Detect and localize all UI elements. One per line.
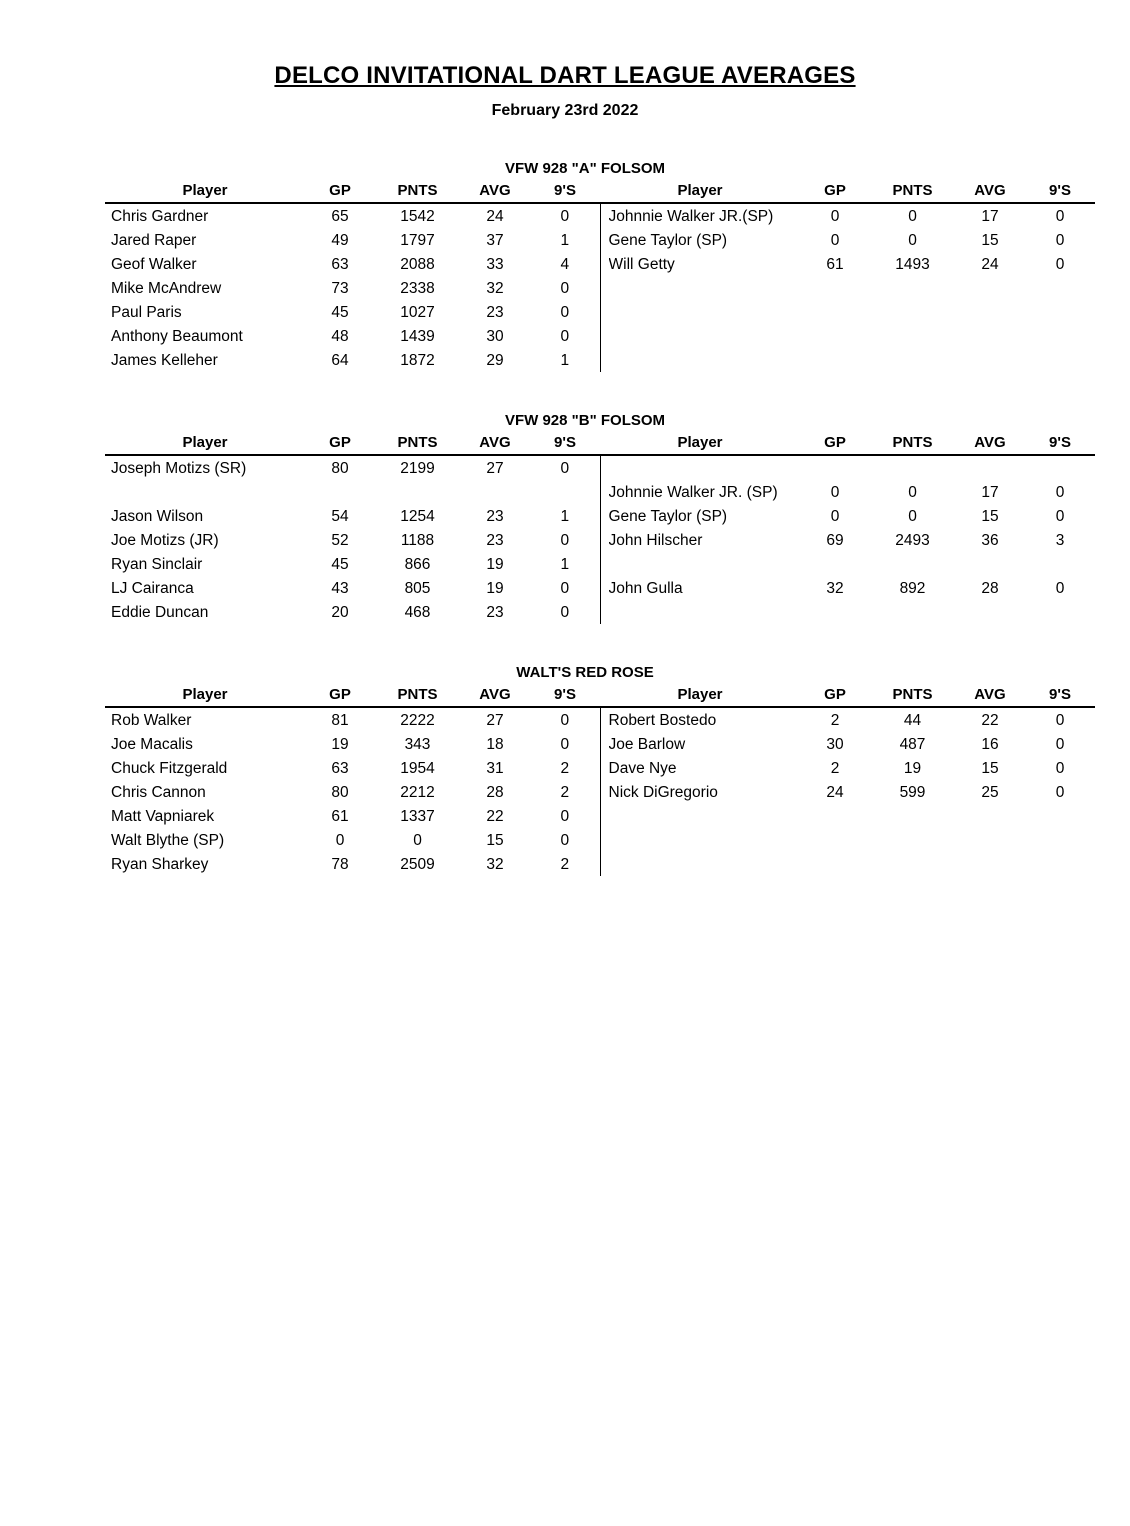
player-pnts: 2088 — [400, 255, 435, 273]
player-nines — [1025, 348, 1095, 372]
player-pnts — [870, 348, 955, 372]
player-pnts: 2212 — [400, 783, 435, 801]
player-nines: 0 — [1055, 579, 1065, 597]
player-nines: 1 — [560, 351, 570, 369]
player-nines: 0 — [560, 531, 570, 549]
player-nines — [1025, 828, 1095, 852]
player-name — [105, 480, 305, 504]
table-row — [105, 228, 1095, 252]
team-section-0 — [0, 160, 1130, 372]
player-gp: 61 — [826, 255, 844, 273]
player-gp: 2 — [830, 711, 840, 729]
col-player-left: Player — [105, 181, 305, 203]
table-row — [105, 300, 1095, 324]
table-row — [105, 504, 1095, 528]
table-row — [105, 455, 1095, 480]
player-name: Rob Walker — [111, 711, 192, 729]
player-nines: 3 — [1055, 531, 1065, 549]
player-name — [600, 852, 800, 876]
page-title: DELCO INVITATIONAL DART LEAGUE AVERAGES — [274, 62, 856, 89]
player-pnts — [870, 300, 955, 324]
player-name: James Kelleher — [111, 351, 218, 369]
player-name — [600, 732, 800, 756]
player-name-text: Will Getty — [608, 255, 675, 273]
player-gp: 81 — [331, 711, 349, 729]
player-name: Matt Vapniarek — [111, 807, 215, 825]
player-nines: 0 — [560, 735, 570, 753]
col-nines-right: 9'S — [1025, 433, 1095, 455]
player-nines: 0 — [560, 279, 570, 297]
player-avg: 24 — [981, 255, 999, 273]
player-gp: 2 — [830, 759, 840, 777]
player-gp: 0 — [830, 507, 840, 525]
player-gp: 49 — [331, 231, 349, 249]
player-gp: 0 — [335, 831, 345, 849]
player-gp — [305, 480, 375, 504]
player-pnts — [870, 852, 955, 876]
player-avg: 23 — [486, 507, 504, 525]
table-row — [105, 756, 1095, 780]
col-pnts-left: PNTS — [375, 181, 460, 203]
player-name-text: Nick DiGregorio — [608, 783, 718, 801]
col-gp-right: GP — [800, 433, 870, 455]
player-pnts: 2493 — [895, 531, 930, 549]
player-nines — [1025, 455, 1095, 480]
col-player-left: Player — [105, 685, 305, 707]
player-name — [600, 552, 800, 576]
player-name: Chuck Fitzgerald — [111, 759, 228, 777]
table-row — [105, 276, 1095, 300]
player-gp: 64 — [331, 351, 349, 369]
table-header-row — [105, 181, 1095, 203]
player-gp: 20 — [331, 603, 349, 621]
player-gp — [800, 804, 870, 828]
player-nines — [1025, 324, 1095, 348]
player-avg: 18 — [486, 735, 504, 753]
player-avg: 27 — [486, 711, 504, 729]
player-gp: 63 — [331, 759, 349, 777]
player-nines: 0 — [560, 831, 570, 849]
player-gp — [800, 300, 870, 324]
col-gp-left: GP — [305, 181, 375, 203]
team-title: WALT'S RED ROSE — [516, 664, 654, 681]
player-avg: 36 — [981, 531, 999, 549]
player-pnts: 1188 — [400, 531, 435, 549]
player-nines: 0 — [1055, 735, 1065, 753]
player-avg — [955, 324, 1025, 348]
player-avg — [955, 600, 1025, 624]
player-gp: 19 — [331, 735, 349, 753]
player-gp: 0 — [830, 207, 840, 225]
player-name-text: John Hilscher — [608, 531, 703, 549]
player-name: Chris Cannon — [111, 783, 206, 801]
player-pnts: 0 — [908, 231, 917, 249]
player-pnts: 0 — [908, 207, 917, 225]
player-name: Geof Walker — [111, 255, 197, 273]
player-gp — [800, 852, 870, 876]
stats-table — [105, 685, 1095, 876]
table-row — [105, 600, 1095, 624]
player-name-text: Gene Taylor (SP) — [608, 507, 728, 525]
player-nines: 0 — [1055, 207, 1065, 225]
player-name: Anthony Beaumont — [111, 327, 243, 345]
player-pnts: 1337 — [400, 807, 435, 825]
table-header-row — [105, 685, 1095, 707]
table-row — [105, 552, 1095, 576]
player-gp: 80 — [331, 783, 349, 801]
player-avg: 32 — [486, 279, 504, 297]
player-pnts: 1542 — [400, 207, 435, 225]
player-nines: 0 — [1055, 255, 1065, 273]
col-avg-right: AVG — [955, 433, 1025, 455]
player-gp: 48 — [331, 327, 349, 345]
table-row — [105, 828, 1095, 852]
player-avg: 33 — [486, 255, 504, 273]
player-name — [600, 756, 800, 780]
col-nines-left: 9'S — [530, 433, 600, 455]
player-gp: 43 — [331, 579, 349, 597]
player-pnts — [870, 276, 955, 300]
player-nines — [530, 480, 600, 504]
table-row — [105, 480, 1095, 504]
player-gp: 63 — [331, 255, 349, 273]
player-avg: 30 — [486, 327, 504, 345]
table-row — [105, 324, 1095, 348]
player-gp: 78 — [331, 855, 349, 873]
player-name — [600, 348, 800, 372]
player-gp: 61 — [331, 807, 349, 825]
player-avg: 16 — [981, 735, 999, 753]
player-avg — [955, 552, 1025, 576]
col-gp-left: GP — [305, 685, 375, 707]
player-avg: 19 — [486, 579, 504, 597]
player-name: Ryan Sharkey — [111, 855, 209, 873]
player-pnts: 2338 — [400, 279, 435, 297]
player-name-text: Gene Taylor (SP) — [608, 231, 728, 249]
player-pnts: 44 — [903, 711, 922, 729]
col-nines-right: 9'S — [1025, 181, 1095, 203]
player-pnts — [870, 455, 955, 480]
player-pnts — [870, 828, 955, 852]
player-name: Walt Blythe (SP) — [111, 831, 225, 849]
col-player-left: Player — [105, 433, 305, 455]
table-row — [105, 528, 1095, 552]
player-avg — [955, 300, 1025, 324]
table-row — [105, 203, 1095, 228]
player-nines: 0 — [1055, 507, 1065, 525]
player-name: Joe Macalis — [111, 735, 193, 753]
player-gp — [800, 828, 870, 852]
player-pnts: 2222 — [400, 711, 435, 729]
player-nines: 0 — [560, 807, 570, 825]
player-gp: 45 — [331, 555, 349, 573]
player-avg — [955, 828, 1025, 852]
player-gp: 0 — [830, 231, 840, 249]
col-gp-right: GP — [800, 685, 870, 707]
player-gp: 30 — [826, 735, 844, 753]
table-row — [105, 804, 1095, 828]
col-player-right: Player — [600, 181, 800, 203]
player-nines: 2 — [560, 759, 570, 777]
player-name — [600, 828, 800, 852]
player-avg: 15 — [981, 759, 999, 777]
player-pnts: 2199 — [400, 459, 435, 477]
player-name — [600, 252, 800, 276]
player-name — [600, 600, 800, 624]
stats-table — [105, 433, 1095, 624]
player-avg: 24 — [486, 207, 504, 225]
player-nines: 1 — [560, 507, 570, 525]
player-nines: 0 — [1055, 711, 1065, 729]
table-row — [105, 732, 1095, 756]
player-avg: 17 — [981, 483, 999, 501]
player-nines — [1025, 852, 1095, 876]
player-name — [600, 780, 800, 804]
player-nines: 0 — [560, 603, 570, 621]
player-gp — [800, 276, 870, 300]
player-nines: 2 — [560, 783, 570, 801]
player-pnts: 1254 — [400, 507, 435, 525]
player-gp — [800, 348, 870, 372]
col-gp-left: GP — [305, 433, 375, 455]
player-nines: 0 — [560, 303, 570, 321]
player-avg — [955, 852, 1025, 876]
player-nines: 0 — [560, 579, 570, 597]
player-nines: 2 — [560, 855, 570, 873]
player-name-text: Dave Nye — [608, 759, 677, 777]
player-name-text: John Gulla — [608, 579, 683, 597]
player-name: Paul Paris — [111, 303, 182, 321]
player-nines: 1 — [560, 231, 570, 249]
table-row — [105, 348, 1095, 372]
player-avg: 23 — [486, 531, 504, 549]
player-avg: 37 — [486, 231, 504, 249]
table-row — [105, 576, 1095, 600]
player-pnts — [375, 480, 460, 504]
table-row — [105, 252, 1095, 276]
player-pnts: 599 — [899, 783, 926, 801]
stats-table — [105, 181, 1095, 372]
table-row — [105, 852, 1095, 876]
player-nines: 0 — [560, 459, 570, 477]
table-header-row — [105, 433, 1095, 455]
player-name-text: Johnnie Walker JR.(SP) — [608, 207, 774, 225]
player-gp: 65 — [331, 207, 349, 225]
player-nines — [1025, 552, 1095, 576]
player-name: Chris Gardner — [111, 207, 209, 225]
col-pnts-right: PNTS — [870, 433, 955, 455]
player-pnts: 805 — [404, 579, 431, 597]
player-nines: 0 — [560, 207, 570, 225]
player-name — [600, 528, 800, 552]
player-avg — [955, 804, 1025, 828]
player-gp: 0 — [830, 483, 840, 501]
player-gp — [800, 455, 870, 480]
player-name-text: Joe Barlow — [608, 735, 686, 753]
player-gp: 73 — [331, 279, 349, 297]
player-pnts — [870, 804, 955, 828]
player-nines — [1025, 276, 1095, 300]
player-name — [600, 504, 800, 528]
player-name: Eddie Duncan — [111, 603, 209, 621]
player-nines: 0 — [1055, 483, 1065, 501]
player-name — [600, 707, 800, 732]
player-avg: 29 — [486, 351, 504, 369]
player-name-text: Johnnie Walker JR. (SP) — [608, 483, 778, 501]
col-avg-left: AVG — [460, 181, 530, 203]
col-avg-left: AVG — [460, 685, 530, 707]
player-gp: 80 — [331, 459, 349, 477]
player-gp: 24 — [826, 783, 844, 801]
player-pnts: 1797 — [400, 231, 435, 249]
player-gp: 52 — [331, 531, 349, 549]
player-name — [600, 203, 800, 228]
player-pnts: 468 — [404, 603, 431, 621]
player-avg: 17 — [981, 207, 999, 225]
player-nines — [1025, 804, 1095, 828]
player-avg: 15 — [981, 507, 999, 525]
player-pnts — [870, 552, 955, 576]
player-avg: 19 — [486, 555, 504, 573]
player-nines: 1 — [560, 555, 570, 573]
player-gp: 45 — [331, 303, 349, 321]
player-nines — [1025, 300, 1095, 324]
player-nines — [1025, 600, 1095, 624]
col-pnts-left: PNTS — [375, 685, 460, 707]
col-player-right: Player — [600, 685, 800, 707]
player-pnts: 866 — [404, 555, 431, 573]
player-name — [600, 324, 800, 348]
table-row — [105, 780, 1095, 804]
player-name — [600, 480, 800, 504]
player-pnts: 1439 — [400, 327, 435, 345]
player-gp — [800, 324, 870, 348]
player-nines: 0 — [560, 327, 570, 345]
player-name: Jared Raper — [111, 231, 197, 249]
player-pnts: 487 — [899, 735, 926, 753]
col-pnts-right: PNTS — [870, 181, 955, 203]
player-pnts: 19 — [903, 759, 922, 777]
player-nines: 0 — [560, 711, 570, 729]
player-pnts: 1493 — [895, 255, 930, 273]
team-section-1 — [0, 412, 1130, 624]
col-pnts-right: PNTS — [870, 685, 955, 707]
player-name — [600, 300, 800, 324]
player-pnts: 343 — [404, 735, 431, 753]
player-avg: 15 — [981, 231, 999, 249]
player-name-text: Robert Bostedo — [608, 711, 717, 729]
player-name: LJ Cairanca — [111, 579, 194, 597]
player-name: Joseph Motizs (SR) — [111, 459, 247, 477]
team-title: VFW 928 "B" FOLSOM — [504, 412, 666, 429]
player-gp — [800, 600, 870, 624]
player-avg: 28 — [981, 579, 999, 597]
player-nines: 0 — [1055, 783, 1065, 801]
player-gp: 54 — [331, 507, 349, 525]
team-title: VFW 928 "A" FOLSOM — [504, 160, 666, 177]
page-subtitle: February 23rd 2022 — [491, 102, 639, 119]
player-name — [600, 576, 800, 600]
table-row — [105, 707, 1095, 732]
player-avg — [955, 348, 1025, 372]
player-avg: 32 — [486, 855, 504, 873]
player-pnts: 1872 — [400, 351, 435, 369]
player-gp: 69 — [826, 531, 844, 549]
player-pnts — [870, 324, 955, 348]
player-pnts: 1027 — [400, 303, 435, 321]
col-avg-right: AVG — [955, 685, 1025, 707]
document-page — [0, 62, 1130, 1526]
player-pnts: 2509 — [400, 855, 435, 873]
player-name — [600, 228, 800, 252]
player-nines: 4 — [560, 255, 570, 273]
player-avg: 22 — [486, 807, 504, 825]
col-nines-left: 9'S — [530, 181, 600, 203]
player-gp — [800, 552, 870, 576]
player-gp: 32 — [826, 579, 844, 597]
player-name — [600, 276, 800, 300]
col-gp-right: GP — [800, 181, 870, 203]
col-player-right: Player — [600, 433, 800, 455]
col-avg-left: AVG — [460, 433, 530, 455]
player-avg: 28 — [486, 783, 504, 801]
player-pnts — [870, 600, 955, 624]
player-avg — [460, 480, 530, 504]
player-avg: 25 — [981, 783, 999, 801]
player-name: Ryan Sinclair — [111, 555, 203, 573]
player-nines: 0 — [1055, 759, 1065, 777]
player-avg: 15 — [486, 831, 504, 849]
player-nines: 0 — [1055, 231, 1065, 249]
player-name: Mike McAndrew — [111, 279, 222, 297]
player-avg: 23 — [486, 603, 504, 621]
player-name: Jason Wilson — [111, 507, 204, 525]
col-nines-right: 9'S — [1025, 685, 1095, 707]
player-avg: 22 — [981, 711, 999, 729]
player-pnts: 1954 — [400, 759, 435, 777]
team-section-2 — [0, 664, 1130, 876]
col-pnts-left: PNTS — [375, 433, 460, 455]
col-nines-left: 9'S — [530, 685, 600, 707]
player-pnts: 892 — [899, 579, 926, 597]
player-avg: 23 — [486, 303, 504, 321]
player-pnts: 0 — [908, 507, 917, 525]
player-name: Joe Motizs (JR) — [111, 531, 219, 549]
player-avg — [955, 455, 1025, 480]
player-pnts: 0 — [413, 831, 422, 849]
player-avg — [955, 276, 1025, 300]
col-avg-right: AVG — [955, 181, 1025, 203]
player-avg: 31 — [486, 759, 504, 777]
player-name — [600, 804, 800, 828]
player-pnts: 0 — [908, 483, 917, 501]
player-name — [600, 455, 800, 480]
player-avg: 27 — [486, 459, 504, 477]
